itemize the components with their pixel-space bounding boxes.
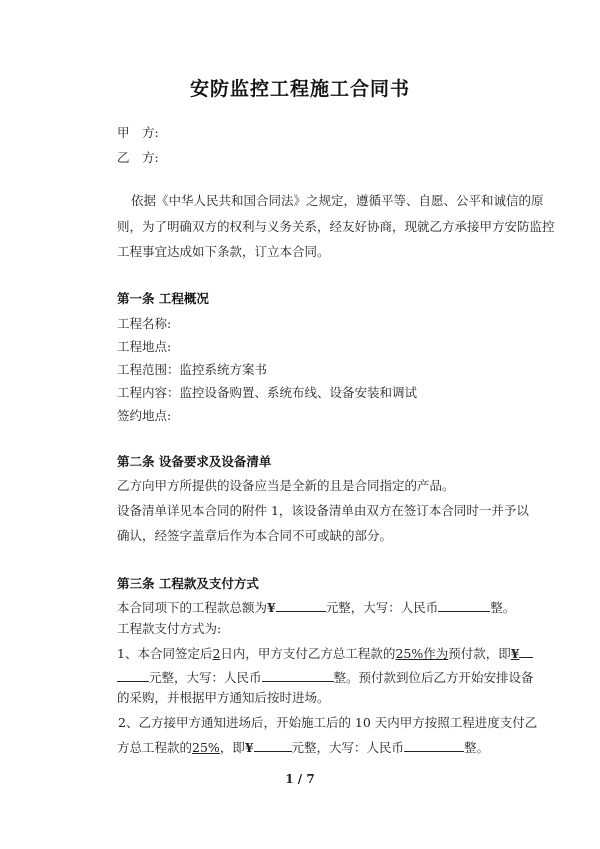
total-suffix: 整。 — [490, 600, 516, 615]
payment-item1-line-2 — [117, 667, 534, 687]
total-yen-symbol: ¥ — [267, 600, 276, 615]
party-b-label: 乙 方: — [117, 150, 159, 165]
item2-yen-symbol: ¥ — [244, 740, 254, 755]
total-amount-blank — [276, 597, 326, 612]
item1-percent: 25%作为 — [395, 646, 449, 661]
item1-yen-symbol: ¥ — [510, 646, 520, 661]
article1-item-name: 工程名称: — [117, 316, 172, 331]
article3-heading: 第三条 工程款及支付方式 — [117, 576, 259, 591]
payment-item1-line-1 — [117, 643, 533, 663]
article1-item-content: 工程内容：监控设备购置、系统布线、设备安装和调试 — [117, 385, 418, 400]
intro-line-1: 依据《中华人民共和国合同法》之规定，遵循平等、自愿、公平和诚信的原 — [131, 193, 544, 208]
item1-capital-blank — [262, 667, 334, 682]
page-number: 1 / 7 — [285, 772, 315, 786]
item1-part-c: 预付款，即 — [448, 646, 511, 661]
item2-percent: 25% — [192, 740, 220, 755]
item1-amount-blank — [117, 667, 149, 682]
item2-part-b: 方总工程款的 — [117, 740, 193, 755]
article2-heading: 第二条 设备要求及设备清单 — [117, 454, 272, 469]
item1-amount-blank-start — [519, 643, 533, 658]
article2-paragraph-1: 乙方向甲方所提供的设备应当是全新的且是合同指定的产品。 — [117, 478, 455, 493]
article2-paragraph-2-line-1: 设备清单详见本合同的附件 1，该设备清单由双方在签订本合同时一并予以 — [117, 503, 529, 518]
item1-days: 2 — [212, 646, 221, 661]
intro-line-3: 工程事宜达成如下条款，订立本合同。 — [117, 244, 330, 259]
article1-item-sign-place: 签约地点: — [117, 408, 172, 423]
item1-part-d: 元整，大写：人民币 — [149, 670, 262, 685]
article3-total-line — [117, 597, 515, 617]
item1-part-a: 1、本合同签定后 — [117, 646, 213, 661]
item2-capital-blank — [404, 737, 464, 752]
intro-line-2: 则，为了明确双方的权利与义务关系，经友好协商，现就乙方承接甲方安防监控 — [117, 219, 555, 234]
article2-paragraph-2-line-2: 确认，经签字盖章后作为本合同不可或缺的部分。 — [117, 528, 393, 543]
article1-item-location: 工程地点: — [117, 339, 172, 354]
item2-part-e: 整。 — [464, 740, 490, 755]
item2-amount-blank — [254, 737, 292, 752]
article1-item-scope: 工程范围：监控系统方案书 — [117, 362, 268, 377]
item2-part-c: ，即 — [219, 740, 245, 755]
item1-part-e: 整。预付款到位后乙方开始安排设备 — [333, 670, 534, 685]
total-prefix: 本合同项下的工程款总额为 — [117, 600, 268, 615]
payment-item2-line-1: 2、乙方接甲方通知进场后，开始施工后的 10 天内甲方按照工程进度支付乙 — [118, 715, 538, 730]
item2-part-d: 元整，大写：人民币 — [291, 740, 405, 755]
total-mid: 元整，大写：人民币 — [325, 600, 439, 615]
document-title: 安防监控工程施工合同书 — [189, 78, 410, 100]
total-capital-blank — [438, 597, 490, 612]
payment-item1-line-3: 的采购，并根据甲方通知后按时进场。 — [117, 690, 330, 705]
party-a-label: 甲 方: — [117, 125, 159, 140]
article1-heading: 第一条 工程概况 — [117, 291, 209, 306]
payment-item2-line-2 — [117, 737, 489, 757]
payment-method-label: 工程款支付方式为: — [117, 621, 222, 636]
item1-part-b: 日内，甲方支付乙方总工程款的 — [220, 646, 396, 661]
